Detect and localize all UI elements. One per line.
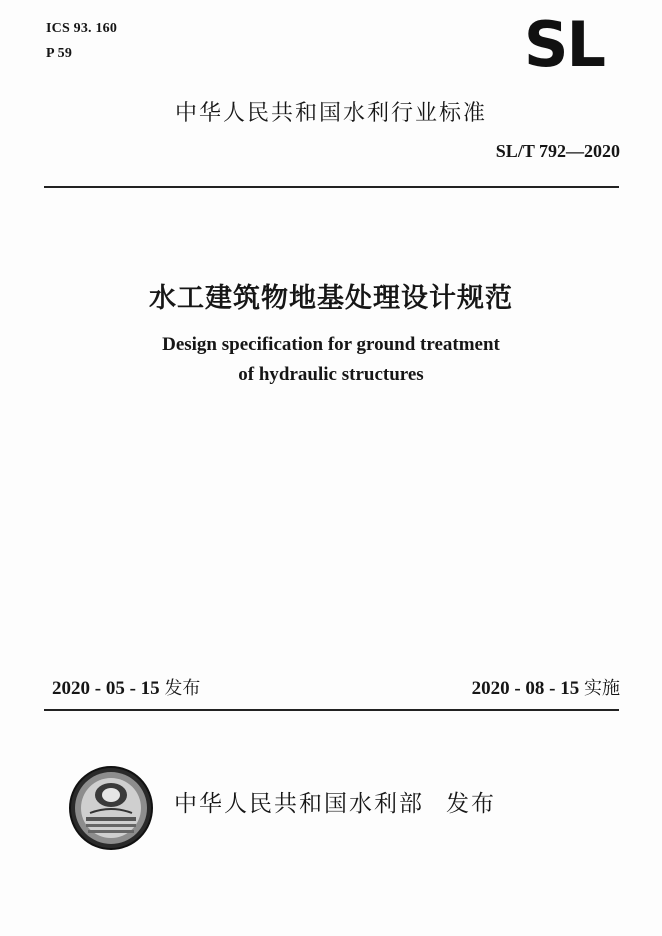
anti-counterfeit-seal-icon	[68, 765, 154, 851]
standard-number: SL/T 792—2020	[495, 141, 620, 161]
issuer-label: 发布	[446, 791, 496, 817]
ccs-code: P 59	[46, 46, 73, 61]
ics-code: ICS 93. 160	[46, 21, 118, 36]
title-chinese: 水工建筑物地基处理设计规范	[149, 283, 513, 314]
issue-date	[52, 674, 200, 700]
bottom-divider	[44, 709, 619, 711]
implementation-date-label: 实施	[584, 678, 620, 699]
top-divider	[44, 186, 619, 188]
industry-standard-heading: 中华人民共和国水利行业标准	[174, 101, 487, 126]
issue-date-value: 2020 - 05 - 15	[52, 678, 160, 699]
implementation-date	[472, 674, 620, 700]
sl-logo: SL	[523, 8, 604, 81]
title-english-line2: of hydraulic structures	[238, 364, 424, 385]
implementation-date-value: 2020 - 08 - 15	[471, 678, 580, 699]
title-english	[0, 330, 662, 390]
issue-date-label: 发布	[164, 678, 201, 699]
title-english-line1: Design specification for ground treatment	[162, 334, 500, 355]
issuing-authority	[174, 785, 496, 818]
issuer-name: 中华人民共和国水利部	[174, 791, 424, 817]
